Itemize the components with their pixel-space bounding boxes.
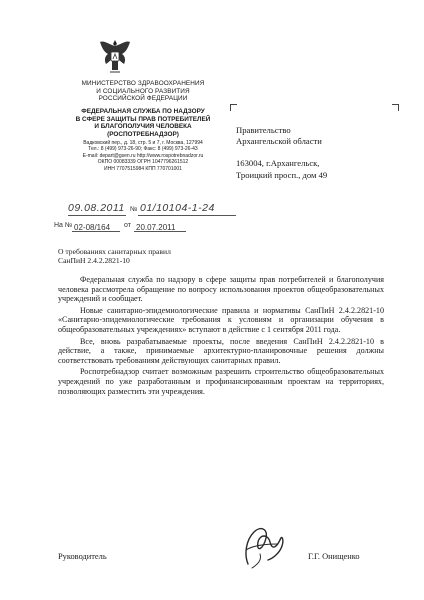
body-paragraph: Новые санитарно-эпидемиологические правила и нормативы СанПиН 2.4.2.2821-10 «Санитарно-эпидемиологические требования к условиям и организации обучения в общеобразовательных учреждениях» вступают в действие с 1 сентября 2011 года.: [58, 305, 384, 334]
subject-line: СанПиН 2.4.2.2821-10: [58, 256, 130, 266]
ministry-line: РОССИЙСКОЙ ФЕДЕРАЦИИ: [98, 95, 188, 103]
recipient-line: Архангельской области: [236, 136, 322, 147]
recipient-block: [236, 125, 406, 181]
ministry-line: МИНИСТЕРСТВО ЗДРАВООХРАНЕНИЯ: [81, 80, 205, 87]
outgoing-number: 01/10104-1-24: [140, 202, 215, 214]
outgoing-date: 09.08.2011: [68, 202, 125, 214]
recipient-line: 163004, г.Архангельск,: [236, 158, 320, 169]
contact-block: [50, 140, 236, 172]
reference-number-line: [54, 218, 238, 234]
service-line: (РОСПОТРЕБНАДЗОР): [107, 130, 179, 138]
na-label: На №: [54, 222, 73, 229]
outgoing-number-line: [68, 202, 238, 218]
handwritten-signature: [238, 520, 288, 572]
body-paragraph: Федеральная служба по надзору в сфере защиты прав потребителей и благополучия человека рассмотрела обращение по вопросу использования проектов общеобразовательных учреждений и сообщает.: [58, 275, 384, 304]
ministry-header: [50, 80, 236, 103]
service-line: В СФЕРЕ ЗАЩИТЫ ПРАВ ПОТРЕБИТЕЛЕЙ: [75, 115, 211, 123]
signatory-title: Руководитель: [58, 552, 107, 561]
address-text: Вадковский пер., д. 18, стр. 5 и 7, г. Москва, 127994: [83, 140, 203, 146]
letter-body: [58, 275, 384, 398]
reference-date: 20.07.2011: [136, 223, 176, 232]
phone-text: Тел.: 8 (499) 973-26-90; Факс: 8 (499) 973-26-43: [88, 146, 198, 153]
body-paragraph: Роспотребнадзор считает возможным разрешить строительство общеобразовательных учреждений по уже разработанным и профинансированным проектам на территориях, позволяющих разместить эти учреждения.: [58, 367, 384, 396]
body-paragraph: Все, вновь разрабатываемые проекты, после введения СанПиН 2.4.2.2821-10 в действие, а также, принимаемые архитектурно-планировочные решения должны соответствовать требованиям действующих санитарных правил.: [58, 336, 384, 365]
service-line: ФЕДЕРАЛЬНАЯ СЛУЖБА ПО НАДЗОРУ: [81, 108, 205, 115]
subject-block: [58, 247, 171, 266]
okpo-text: ОКПО 00083339 ОГРН 1047796261512: [97, 159, 189, 166]
recipient-corner-mark: [392, 104, 399, 111]
ministry-line: И СОЦИАЛЬНОГО РАЗВИТИЯ: [96, 87, 190, 95]
recipient-corner-mark: [230, 104, 237, 111]
recipient-line: Троицкий просп., дом 49: [236, 169, 328, 180]
ot-label: от: [124, 222, 131, 229]
signatory-name: Г.Г. Онищенко: [308, 552, 360, 561]
service-header: [50, 108, 236, 138]
coat-of-arms-icon: [98, 36, 132, 76]
subject-line: О требованиях санитарных правил: [58, 247, 171, 256]
service-line: И БЛАГОПОЛУЧИЯ ЧЕЛОВЕКА: [94, 123, 192, 131]
inn-text: ИНН 7707515984 КПП 770701001: [104, 165, 182, 172]
email-text: E-mail: depart@gsen.ru http://www.rospotrebnadzor.ru: [82, 152, 204, 159]
recipient-line: Правительство: [236, 125, 291, 135]
number-sign: №: [130, 206, 138, 213]
reference-number: 02-08/164: [74, 223, 111, 232]
recipient-line: [236, 147, 406, 158]
